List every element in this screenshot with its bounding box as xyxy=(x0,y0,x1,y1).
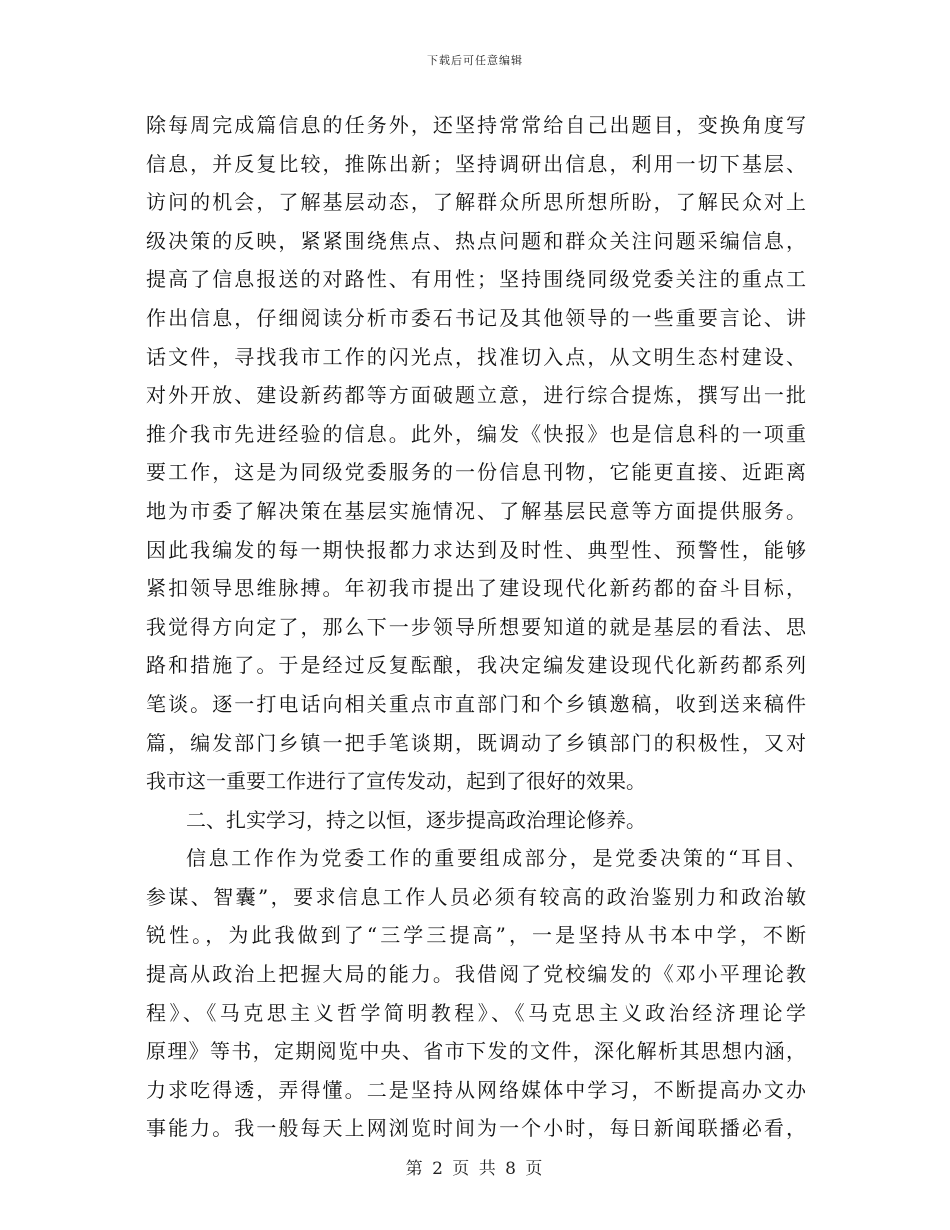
text-line: 我觉得方向定了，那么下一步领导所想要知道的就是基层的看法、思 xyxy=(146,614,806,639)
text-line: 访问的机会，了解基层动态，了解群众所思所想所盼，了解民众对上 xyxy=(146,190,806,215)
page-header: 下载后可任意编辑 xyxy=(427,54,523,67)
text-line: 对外开放、建设新药都等方面破题立意，进行综合提炼，撰写出一批 xyxy=(146,383,806,408)
text-line: 除每周完成篇信息的任务外，还坚持常常给自己出题目，变换角度写 xyxy=(146,113,806,137)
text-line: 我市这一重要工作进行了宣传发动，起到了很好的效果。 xyxy=(146,769,646,794)
text-line: 参谋、智囊”，要求信息工作人员必须有较高的政治鉴别力和政治敏 xyxy=(146,884,806,909)
page-number: 第 2 页 共 8 页 xyxy=(405,1159,545,1179)
text-line: 信息，并反复比较，推陈出新；坚持调研出信息，利用一切下基层、 xyxy=(146,151,806,176)
text-line: 笔谈。逐一打电话向相关重点市直部门和个乡镇邀稿，收到送来稿件 xyxy=(146,691,806,716)
text-line: 推介我市先进经验的信息。此外，编发《快报》也是信息科的一项重 xyxy=(146,421,806,446)
text-line: 原理》等书，定期阅览中央、省市下发的文件，深化解析其思想内涵， xyxy=(146,1039,806,1064)
text-line: 话文件，寻找我市工作的闪光点，找准切入点，从文明生态村建设、 xyxy=(146,344,806,369)
text-line: 因此我编发的每一期快报都力求达到及时性、典型性、预警性，能够 xyxy=(146,537,806,562)
text-line: 篇，编发部门乡镇一把手笔谈期，既调动了乡镇部门的积极性，又对 xyxy=(146,730,806,755)
text-line: 要工作，这是为同级党委服务的一份信息刊物，它能更直接、近距离 xyxy=(146,460,806,485)
text-line: 锐性。，为此我做到了“三学三提高”，一是坚持从书本中学，不断 xyxy=(146,923,806,948)
text-line: 地为市委了解决策在基层实施情况、了解基层民意等方面提供服务。 xyxy=(146,498,806,523)
text-line: 事能力。我一般每天上网浏览时间为一个小时，每日新闻联播必看， xyxy=(146,1116,806,1141)
text-line: 路和措施了。于是经过反复酝酿，我决定编发建设现代化新药都系列 xyxy=(146,653,806,678)
document-body xyxy=(146,106,806,1148)
text-line: 级决策的反映，紧紧围绕焦点、热点问题和群众关注问题采编信息， xyxy=(146,228,806,253)
section-heading: 二、扎实学习，持之以恒，逐步提高政治理论修养。 xyxy=(186,807,646,832)
text-line: 紧扣领导思维脉搏。年初我市提出了建设现代化新药都的奋斗目标， xyxy=(146,576,806,601)
text-line: 提高从政治上把握大局的能力。我借阅了党校编发的《邓小平理论教 xyxy=(146,962,806,987)
text-line: 信息工作作为党委工作的重要组成部分，是党委决策的“耳目、 xyxy=(186,846,806,871)
text-line: 程》、《马克思主义哲学简明教程》、《马克思主义政治经济理论学 xyxy=(146,1000,806,1025)
text-line: 提高了信息报送的对路性、有用性；坚持围绕同级党委关注的重点工 xyxy=(146,267,806,292)
text-line: 力求吃得透，弄得懂。二是坚持从网络媒体中学习，不断提高办文办 xyxy=(146,1077,806,1102)
text-line: 作出信息，仔细阅读分析市委石书记及其他领导的一些重要言论、讲 xyxy=(146,305,806,330)
